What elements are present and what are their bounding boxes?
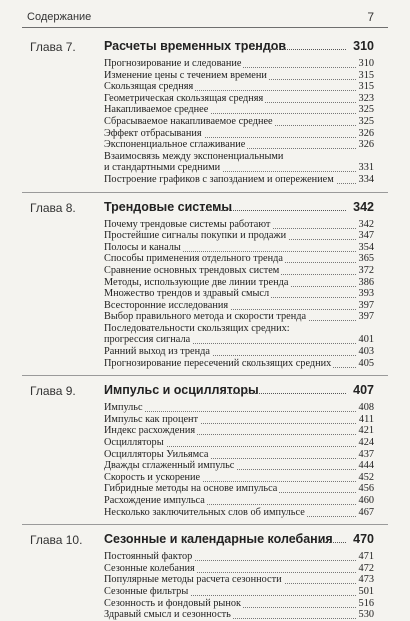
- page-header: [0, 0, 410, 26]
- toc-entry[interactable]: [0, 414, 410, 426]
- entry-page: 405: [358, 357, 374, 369]
- entry-page: 408: [358, 402, 374, 414]
- entry-page: 397: [358, 299, 374, 311]
- toc-entry[interactable]: [0, 495, 410, 507]
- toc-entry[interactable]: [0, 93, 410, 105]
- entry-title: Почему трендовые системы работают: [104, 218, 271, 230]
- entry-title: Дважды сглаженный импульс: [104, 460, 235, 472]
- toc-entry[interactable]: [0, 460, 410, 472]
- toc-entry[interactable]: [0, 81, 410, 93]
- entry-page: 365: [358, 253, 374, 265]
- toc-entry[interactable]: [0, 563, 410, 575]
- chapter-title: Расчеты временных трендов: [104, 39, 287, 53]
- entry-page: 326: [358, 139, 374, 151]
- toc-entry[interactable]: [0, 128, 410, 140]
- entry-title: Популярные методы расчета сезонности: [104, 574, 282, 586]
- entry-page: 372: [358, 264, 374, 276]
- toc-entry[interactable]: [0, 70, 410, 82]
- entry-page: 471: [358, 551, 374, 563]
- entry-page: 325: [358, 104, 374, 116]
- chapter-title: Сезонные и календарные колебания: [104, 532, 333, 547]
- chapter-block: [0, 380, 410, 518]
- entry-title: Экспоненциальное сглаживание: [104, 139, 246, 151]
- entry-page: 421: [358, 425, 374, 437]
- chapter-separator: [22, 375, 388, 376]
- toc-entry[interactable]: [0, 265, 410, 277]
- entry-title: Изменение цены с течением времени: [104, 69, 267, 81]
- entry-title: Импульс как процент: [104, 413, 199, 425]
- entry-page: 401: [358, 334, 374, 346]
- entry-title: Гибридные методы на основе импульса: [104, 483, 278, 495]
- entry-page: 437: [358, 448, 374, 460]
- chapter-number: Глава 10.: [30, 533, 83, 548]
- chapter-page: 342: [353, 199, 374, 214]
- chapter-heading[interactable]: [0, 529, 410, 551]
- toc-entry[interactable]: [0, 574, 410, 586]
- chapter-block: [0, 529, 410, 621]
- toc-entry[interactable]: [0, 230, 410, 242]
- entry-page: 403: [358, 346, 374, 358]
- entry-page: 386: [358, 276, 374, 288]
- toc-entry[interactable]: [0, 323, 410, 346]
- entry-list: [0, 219, 410, 370]
- entry-page: 460: [358, 495, 374, 506]
- toc-entry[interactable]: [0, 242, 410, 254]
- entry-page: 393: [358, 288, 374, 300]
- chapter-title: Импульс и осцилляторы: [104, 383, 259, 398]
- entry-page: 331: [358, 162, 374, 174]
- entry-page: 424: [358, 437, 374, 449]
- entry-page: 467: [358, 506, 374, 518]
- entry-title: Сравнение основных трендовых систем: [104, 264, 280, 276]
- chapter-number: Глава 8.: [30, 200, 76, 215]
- running-header-title: Содержание: [27, 11, 92, 23]
- chapter-page: 470: [353, 532, 374, 547]
- entry-page: 397: [358, 311, 374, 323]
- entry-title: Простейшие сигналы покупки и продажи: [104, 230, 287, 242]
- entry-title: Геометрическая скользящая средняя: [104, 92, 264, 104]
- toc-entry[interactable]: [0, 253, 410, 265]
- chapter-heading[interactable]: [0, 36, 410, 58]
- chapter-heading[interactable]: [0, 380, 410, 402]
- toc-entry[interactable]: [0, 288, 410, 300]
- entry-title: Последовательности скользящих средних:: [104, 322, 290, 334]
- entry-page: 323: [358, 92, 374, 104]
- entry-title: Скользящая средняя: [104, 81, 194, 93]
- leader-dots: [200, 210, 346, 211]
- entry-list: [0, 58, 410, 186]
- entry-title: Всесторонние исследования: [104, 299, 229, 311]
- entry-title: Множество трендов и здравый смысл: [104, 288, 270, 300]
- header-rule: [22, 27, 388, 28]
- entry-page: 310: [358, 58, 374, 69]
- toc-entry[interactable]: [0, 139, 410, 151]
- entry-page: 334: [358, 173, 374, 185]
- toc-entry[interactable]: [0, 116, 410, 128]
- leader-dots: [318, 542, 346, 543]
- entry-page: 325: [358, 115, 374, 127]
- entry-page: 354: [358, 241, 374, 253]
- toc-entry[interactable]: [0, 219, 410, 231]
- entry-title: Осцилляторы Уильямса: [104, 448, 209, 460]
- chapter-block: [0, 36, 410, 186]
- toc-entry[interactable]: [0, 311, 410, 323]
- toc-entry[interactable]: [0, 437, 410, 449]
- entry-title: Постоянный фактор: [104, 551, 193, 563]
- entry-title: Здравый смысл и сезонность: [104, 609, 231, 621]
- toc-entry[interactable]: [0, 300, 410, 312]
- toc-entry[interactable]: [0, 472, 410, 484]
- entry-page: 516: [358, 597, 374, 609]
- chapter-page: 407: [353, 383, 374, 398]
- entry-title: Ранний выход из тренда: [104, 346, 210, 358]
- chapter-page: 310: [353, 39, 374, 53]
- toc-entry[interactable]: [0, 174, 410, 186]
- toc-entry[interactable]: [0, 483, 410, 495]
- entry-page: 452: [358, 471, 374, 483]
- toc-entry[interactable]: [0, 586, 410, 598]
- toc-entry[interactable]: [0, 104, 410, 116]
- entry-title: Индекс расхождения: [104, 425, 196, 437]
- entry-page: 315: [358, 81, 374, 93]
- toc-entry[interactable]: [0, 346, 410, 358]
- entry-title: Эффект отбрасывания: [104, 127, 202, 139]
- chapter-title: Трендовые системы: [104, 199, 233, 214]
- entry-title-continued: и стандартными средними: [104, 162, 221, 174]
- entry-page: 444: [358, 460, 374, 472]
- chapter-number: Глава 7.: [30, 40, 76, 54]
- entry-title: Накапливаемое среднее: [104, 104, 209, 116]
- toc-entry[interactable]: [0, 402, 410, 414]
- leader-dots: [220, 393, 346, 394]
- chapter-heading[interactable]: [0, 197, 410, 219]
- toc-entry[interactable]: [0, 277, 410, 289]
- entry-title: Взаимосвязь между экспоненциальными: [104, 150, 284, 162]
- toc-entry[interactable]: [0, 551, 410, 563]
- entry-title: Выбор правильного метода и скорости тренда: [104, 311, 307, 323]
- entry-page: 347: [358, 230, 374, 242]
- entry-list: [0, 551, 410, 621]
- entry-title: Построение графиков с запозданием и опережением: [104, 173, 334, 185]
- table-of-contents: [0, 36, 410, 621]
- entry-page: 530: [358, 609, 374, 621]
- chapter-block: [0, 197, 410, 370]
- chapter-number: Глава 9.: [30, 384, 76, 399]
- entry-page: 326: [358, 127, 374, 139]
- entry-title: Сезонность и фондовый рынок: [104, 597, 242, 609]
- chapter-separator: [22, 524, 388, 525]
- entry-page: 456: [358, 483, 374, 495]
- entry-title: Прогнозирование пересечений скользящих средних: [104, 357, 332, 369]
- entry-title: Несколько заключительных слов об импульсе: [104, 506, 305, 518]
- page-number: 7: [367, 10, 374, 24]
- entry-page: 473: [358, 574, 374, 586]
- toc-entry[interactable]: [0, 507, 410, 519]
- entry-title: Методы, использующие две линии тренда: [104, 276, 289, 288]
- entry-page: 472: [358, 562, 374, 574]
- entry-title: Прогнозирование и следование: [104, 58, 242, 69]
- entry-title: Способы применения отдельного тренда: [104, 253, 283, 265]
- entry-title: Сезонные колебания: [104, 562, 195, 574]
- toc-entry[interactable]: [0, 358, 410, 370]
- entry-title: Сезонные фильтры: [104, 585, 189, 597]
- leader-dots: [255, 49, 346, 50]
- toc-entry[interactable]: [0, 449, 410, 461]
- chapter-separator: [22, 192, 388, 193]
- entry-title: Импульс: [104, 402, 143, 414]
- entry-title: Расхождение импульса: [104, 495, 205, 506]
- entry-title: Сбрасываемое накапливаемое среднее: [104, 115, 273, 127]
- toc-entry[interactable]: [0, 425, 410, 437]
- entry-page: 411: [358, 413, 374, 425]
- toc-entry[interactable]: [0, 151, 410, 174]
- entry-title: Полосы и каналы: [104, 241, 181, 253]
- entry-page: 342: [358, 218, 374, 230]
- entry-title-continued: прогрессия сигнала: [104, 334, 191, 346]
- entry-page: 501: [358, 585, 374, 597]
- toc-entry[interactable]: [0, 609, 410, 621]
- entry-title: Скорость и ускорение: [104, 471, 201, 483]
- entry-title: Осцилляторы: [104, 437, 164, 449]
- entry-page: 315: [358, 69, 374, 81]
- toc-entry[interactable]: [0, 58, 410, 70]
- toc-entry[interactable]: [0, 598, 410, 610]
- entry-list: [0, 402, 410, 518]
